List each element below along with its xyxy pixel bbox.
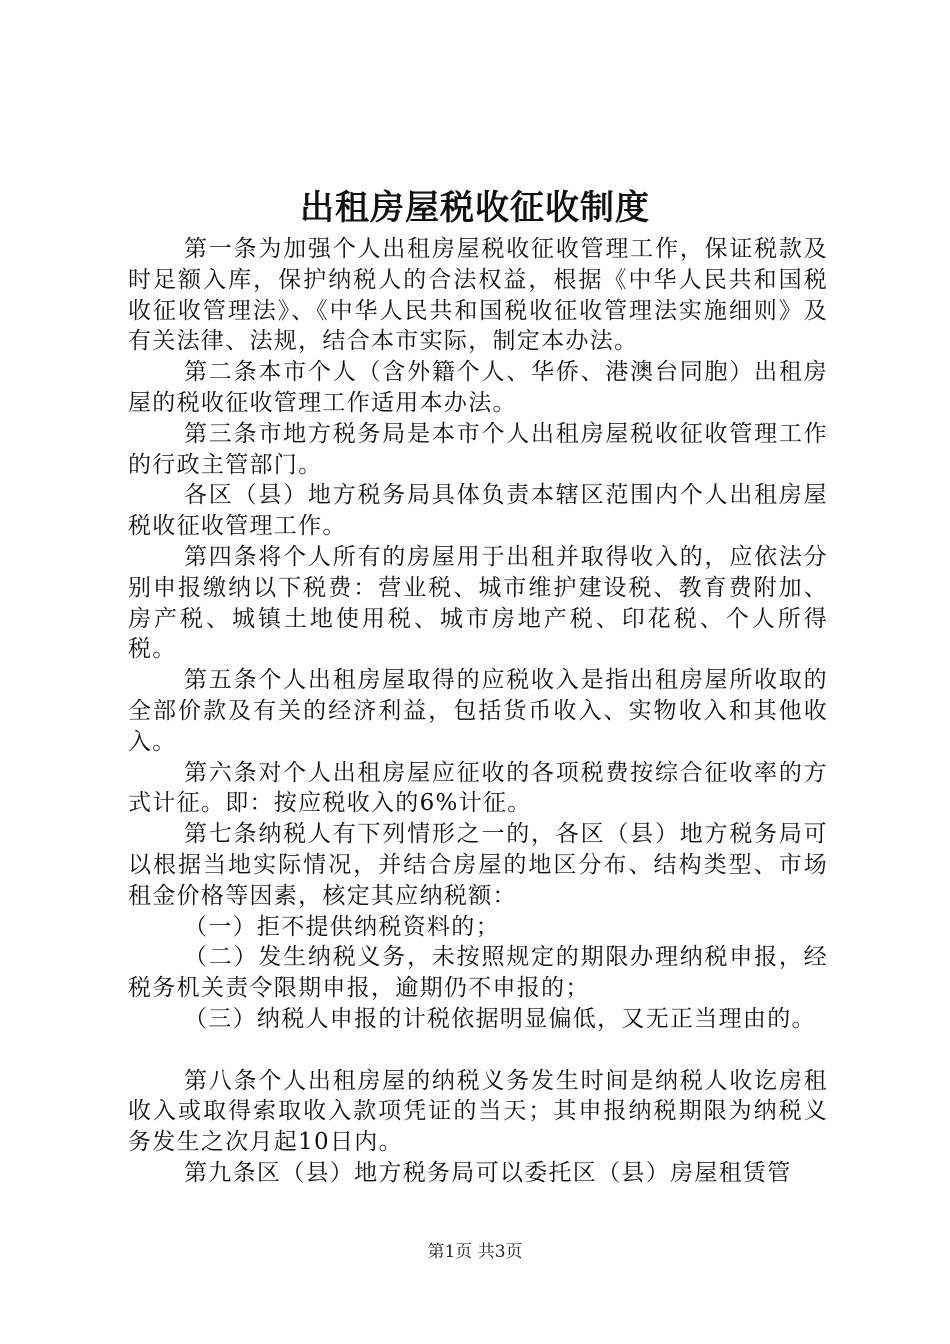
article-6-paragraph: 第六条对个人出租房屋应征收的各项税费按综合征收率的方式计征。即：按应税收入的6%计征。 <box>128 759 828 817</box>
article-2-paragraph: 第二条本市个人（含外籍个人、华侨、港澳台同胞）出租房屋的税收征收管理工作适用本办法。 <box>128 359 828 416</box>
article-8-paragraph: 第八条个人出租房屋的纳税义务发生时间是纳税人收讫房租收入或取得索取收入款项凭证的当天；其申报纳税期限为纳税义务发生之次月起10日内。 <box>128 1067 828 1156</box>
article-7-paragraph: 第七条纳税人有下列情形之一的，各区（县）地方税务局可以根据当地实际情况，并结合房屋的地区分布、结构类型、市场租金价格等因素，核定其应纳税额： <box>128 821 828 909</box>
page-number-footer: 第1页 共3页 <box>427 1242 523 1262</box>
article-9-paragraph: 第九条区（县）地方税务局可以委托区（县）房屋租赁管 <box>184 1159 792 1186</box>
article-3-paragraph: 第三条市地方税务局是本市个人出租房屋税收征收管理工作的行政主管部门。 <box>128 420 828 478</box>
article-7-item-2: （二）发生纳税义务，未按照规定的期限办理纳税申报，经税务机关责令限期申报，逾期仍不申报的； <box>128 944 828 1002</box>
document-body <box>128 234 828 1189</box>
article-7-item-1: （一）拒不提供纳税资料的； <box>184 913 500 940</box>
document-title: 出租房屋税收征收制度 <box>300 188 650 228</box>
article-7-item-3: （三）纳税人申报的计税依据明显偏低，又无正当理由的。 <box>184 1005 816 1032</box>
blank-line <box>128 1035 828 1066</box>
article-5-paragraph: 第五条个人出租房屋取得的应税收入是指出租房屋所收取的全部价款及有关的经济利益，包括货币收入、实物收入和其他收入。 <box>128 667 828 755</box>
article-1-paragraph: 第一条为加强个人出租房屋税收征收管理工作，保证税款及时足额入库，保护纳税人的合法权益，根据《中华人民共和国税收征收管理法》、《中华人民共和国税收征收管理法实施细则》及有关法律、法规，结合本市实际，制定本办法。 <box>128 236 828 355</box>
article-3-sub-paragraph: 各区（县）地方税务局具体负责本辖区范围内个人出租房屋税收征收管理工作。 <box>128 482 828 540</box>
article-4-paragraph: 第四条将个人所有的房屋用于出租并取得收入的，应依法分别申报缴纳以下税费：营业税、城市维护建设税、教育费附加、房产税、城镇土地使用税、城市房地产税、印花税、个人所得税。 <box>128 543 828 663</box>
